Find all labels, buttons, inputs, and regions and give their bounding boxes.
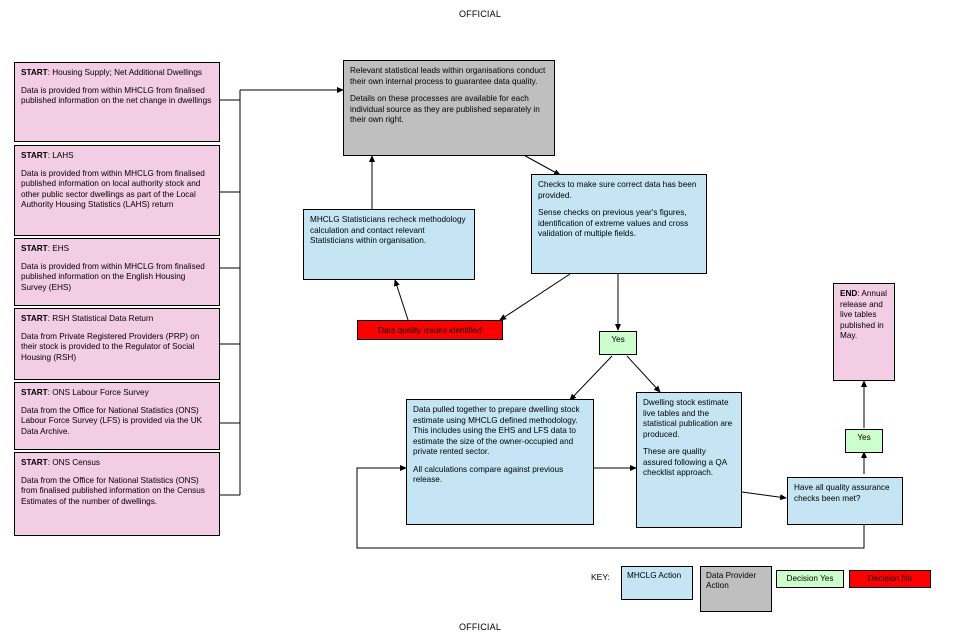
data-checks	[531, 174, 707, 274]
source-title-lead: START	[21, 244, 48, 253]
source-title-rest: : ONS Census	[47, 458, 101, 467]
issues-text: Data quality issues identified	[378, 326, 482, 335]
end-rest: : Annual release and live tables published in May.	[840, 289, 887, 340]
source-title-rest: : LAHS	[47, 151, 74, 160]
source-title-lead: START	[21, 458, 48, 467]
dwelling-estimate-para2: All calculations compare against previous release.	[413, 464, 564, 484]
decision-yes-checks	[599, 331, 637, 355]
key-label: KEY:	[591, 572, 610, 582]
end-lead: END	[840, 289, 858, 298]
source-title-rest: : RSH Statistical Data Return	[47, 314, 154, 323]
live-tables-and-publication	[636, 392, 742, 528]
prepare-dwelling-stock-estimate	[406, 399, 594, 525]
key-item-label: MHCLG Action	[627, 571, 682, 580]
checks-para2: Sense checks on previous year's figures, identification of extreme values and cross validation of multiple fields.	[538, 208, 689, 238]
key-item-label: Decision No	[867, 574, 913, 583]
source-body: Data from the Office for National Statistics (ONS) from finalised published information on the Census Estimates of the number of dwellings.	[21, 475, 205, 506]
source-ons-lfs	[14, 382, 220, 450]
key-item-decision-no	[849, 570, 931, 588]
live-tables-para1: Dwelling stock estimate live tables and the statistical publication are produced.	[643, 398, 733, 439]
provider-qa-para1: Relevant statistical leads within organisations conduct their own internal process to guarantee data quality.	[350, 66, 546, 86]
live-tables-para2: These are quality assured following a QA checklist approach.	[643, 447, 727, 477]
source-body: Data is provided from within MHCLG from finalised published information on the net change in dwellings	[21, 85, 212, 105]
qa-checks-met-decision	[787, 477, 903, 525]
provider-internal-qa	[343, 60, 555, 156]
source-title-rest: : Housing Supply; Net Additional Dwellings	[47, 68, 202, 77]
source-body: Data from the Office for National Statistics (ONS) Labour Force Survey (LFS) is provided via the UK Data Archive.	[21, 405, 203, 436]
data-quality-issues-identified	[357, 320, 503, 340]
source-ons-census	[14, 452, 220, 536]
source-body: Data is provided from within MHCLG from finalised published information on the English Housing Survey (EHS)	[21, 261, 205, 292]
key-item-label: Data Provider Action	[706, 571, 757, 591]
source-title-rest: : EHS	[47, 244, 70, 253]
source-title-lead: START	[21, 68, 48, 77]
source-ehs	[14, 238, 220, 306]
end-annual-release	[833, 283, 895, 381]
mhclg-recheck-methodology	[303, 209, 475, 280]
qa-decision-text: Have all quality assurance checks been met?	[794, 483, 890, 503]
key-item-mhclg-action	[621, 566, 693, 600]
key-item-data-provider-action	[700, 566, 772, 612]
key-item-decision-yes	[776, 570, 844, 588]
source-title-lead: START	[21, 151, 48, 160]
source-rsh	[14, 308, 220, 380]
decision-yes-qa	[845, 429, 883, 453]
source-housing-supply	[14, 62, 220, 142]
classification-top: OFFICIAL	[458, 9, 502, 19]
key-item-label: Decision Yes	[786, 574, 834, 583]
decision-yes-label: Yes	[611, 335, 625, 344]
classification-bottom: OFFICIAL	[458, 622, 502, 632]
checks-para1: Checks to make sure correct data has been provided.	[538, 180, 697, 200]
source-body: Data from Private Registered Providers (PRP) on their stock is provided to the Regulator of Social Housing (RSH)	[21, 331, 200, 362]
source-lahs	[14, 145, 220, 236]
source-title-rest: : ONS Labour Force Survey	[47, 388, 149, 397]
dwelling-estimate-para1: Data pulled together to prepare dwelling stock estimate using MHCLG defined methodology. This includes using the EHS and LFS data to estimate the size of the owner-occupied and private rented sector.	[413, 405, 580, 456]
recheck-text: MHCLG Statisticians recheck methodology calculation and contact relevant Statisticians within organisation.	[310, 215, 466, 245]
source-title-lead: START	[21, 388, 48, 397]
source-title-lead: START	[21, 314, 48, 323]
source-body: Data is provided from within MHCLG from finalised published information on local authority stock and other public sector dwellings as part of the Local Authority Housing Statistics (LAHS) return	[21, 168, 205, 209]
provider-qa-para2: Details on these processes are available for each individual source as they are published separately in their own right.	[350, 94, 540, 124]
decision-yes-label: Yes	[857, 433, 871, 442]
